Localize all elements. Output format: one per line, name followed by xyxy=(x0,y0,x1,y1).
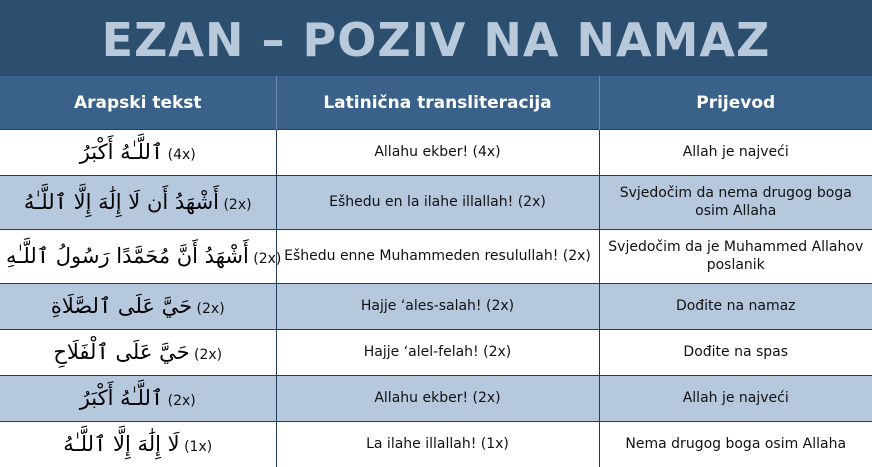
table-row xyxy=(0,330,872,376)
translation-cell: Svjedočim da nema drugog boga osim Allaha xyxy=(599,176,872,230)
ezan-table xyxy=(0,76,872,467)
translation-cell: Nema drugog boga osim Allaha xyxy=(599,422,872,467)
table-row xyxy=(0,130,872,176)
arabic-text: ٱللَّـٰهُ أَكْبَرُ xyxy=(80,386,164,410)
repeat-count: (2x) xyxy=(168,393,196,409)
arabic-cell xyxy=(0,422,276,467)
title-banner xyxy=(0,0,872,76)
table-row xyxy=(0,230,872,284)
table-row xyxy=(0,176,872,230)
arabic-text: أَشْهَدُ أَنَّ مُحَمَّدًا رَسُولُ ٱللَّـٰهِ xyxy=(6,244,249,268)
repeat-count: (2x) xyxy=(223,197,251,213)
transliteration-cell: Ešhedu enne Muhammeden resulullah! (2x) xyxy=(276,230,599,284)
transliteration-cell: Hajje ‘ales-salah! (2x) xyxy=(276,284,599,330)
translation-cell: Allah je najveći xyxy=(599,130,872,176)
repeat-count: (2x) xyxy=(253,251,281,267)
transliteration-cell: Ešhedu en la ilahe illallah! (2x) xyxy=(276,176,599,230)
column-header-arabic: Arapski tekst xyxy=(0,76,276,130)
arabic-cell xyxy=(0,130,276,176)
repeat-count: (1x) xyxy=(184,439,212,455)
repeat-count: (2x) xyxy=(197,301,225,317)
arabic-text: أَشْهَدُ أَن لَا إِلَٰهَ إِلَّا ٱللَّـٰهُ xyxy=(24,190,219,214)
arabic-text: ٱللَّـٰهُ أَكْبَرُ xyxy=(80,140,164,164)
arabic-text: حَيَّ عَلَى ٱلصَّلَاةِ xyxy=(51,294,192,318)
arabic-cell xyxy=(0,230,276,284)
arabic-cell xyxy=(0,330,276,376)
translation-cell: Dođite na spas xyxy=(599,330,872,376)
transliteration-cell: Allahu ekber! (4x) xyxy=(276,130,599,176)
repeat-count: (4x) xyxy=(168,147,196,163)
transliteration-cell: Allahu ekber! (2x) xyxy=(276,376,599,422)
arabic-text: لَا إِلَٰهَ إِلَّا ٱللَّـٰهُ xyxy=(63,432,179,456)
table-row xyxy=(0,376,872,422)
header-row xyxy=(0,76,872,130)
transliteration-cell: Hajje ‘alel-felah! (2x) xyxy=(276,330,599,376)
column-header-transliteration: Latinična transliteracija xyxy=(276,76,599,130)
transliteration-cell: La ilahe illallah! (1x) xyxy=(276,422,599,467)
translation-cell: Svjedočim da je Muhammed Allahov poslanik xyxy=(599,230,872,284)
repeat-count: (2x) xyxy=(194,347,222,363)
arabic-cell xyxy=(0,176,276,230)
arabic-text: حَيَّ عَلَى ٱلْفَلَاحِ xyxy=(53,340,189,364)
table-row xyxy=(0,422,872,467)
column-header-translation: Prijevod xyxy=(599,76,872,130)
arabic-cell xyxy=(0,284,276,330)
translation-cell: Dođite na namaz xyxy=(599,284,872,330)
table-row xyxy=(0,284,872,330)
arabic-cell xyxy=(0,376,276,422)
translation-cell: Allah je najveći xyxy=(599,376,872,422)
page-title: EZAN – POZIV NA NAMAZ xyxy=(102,17,771,63)
